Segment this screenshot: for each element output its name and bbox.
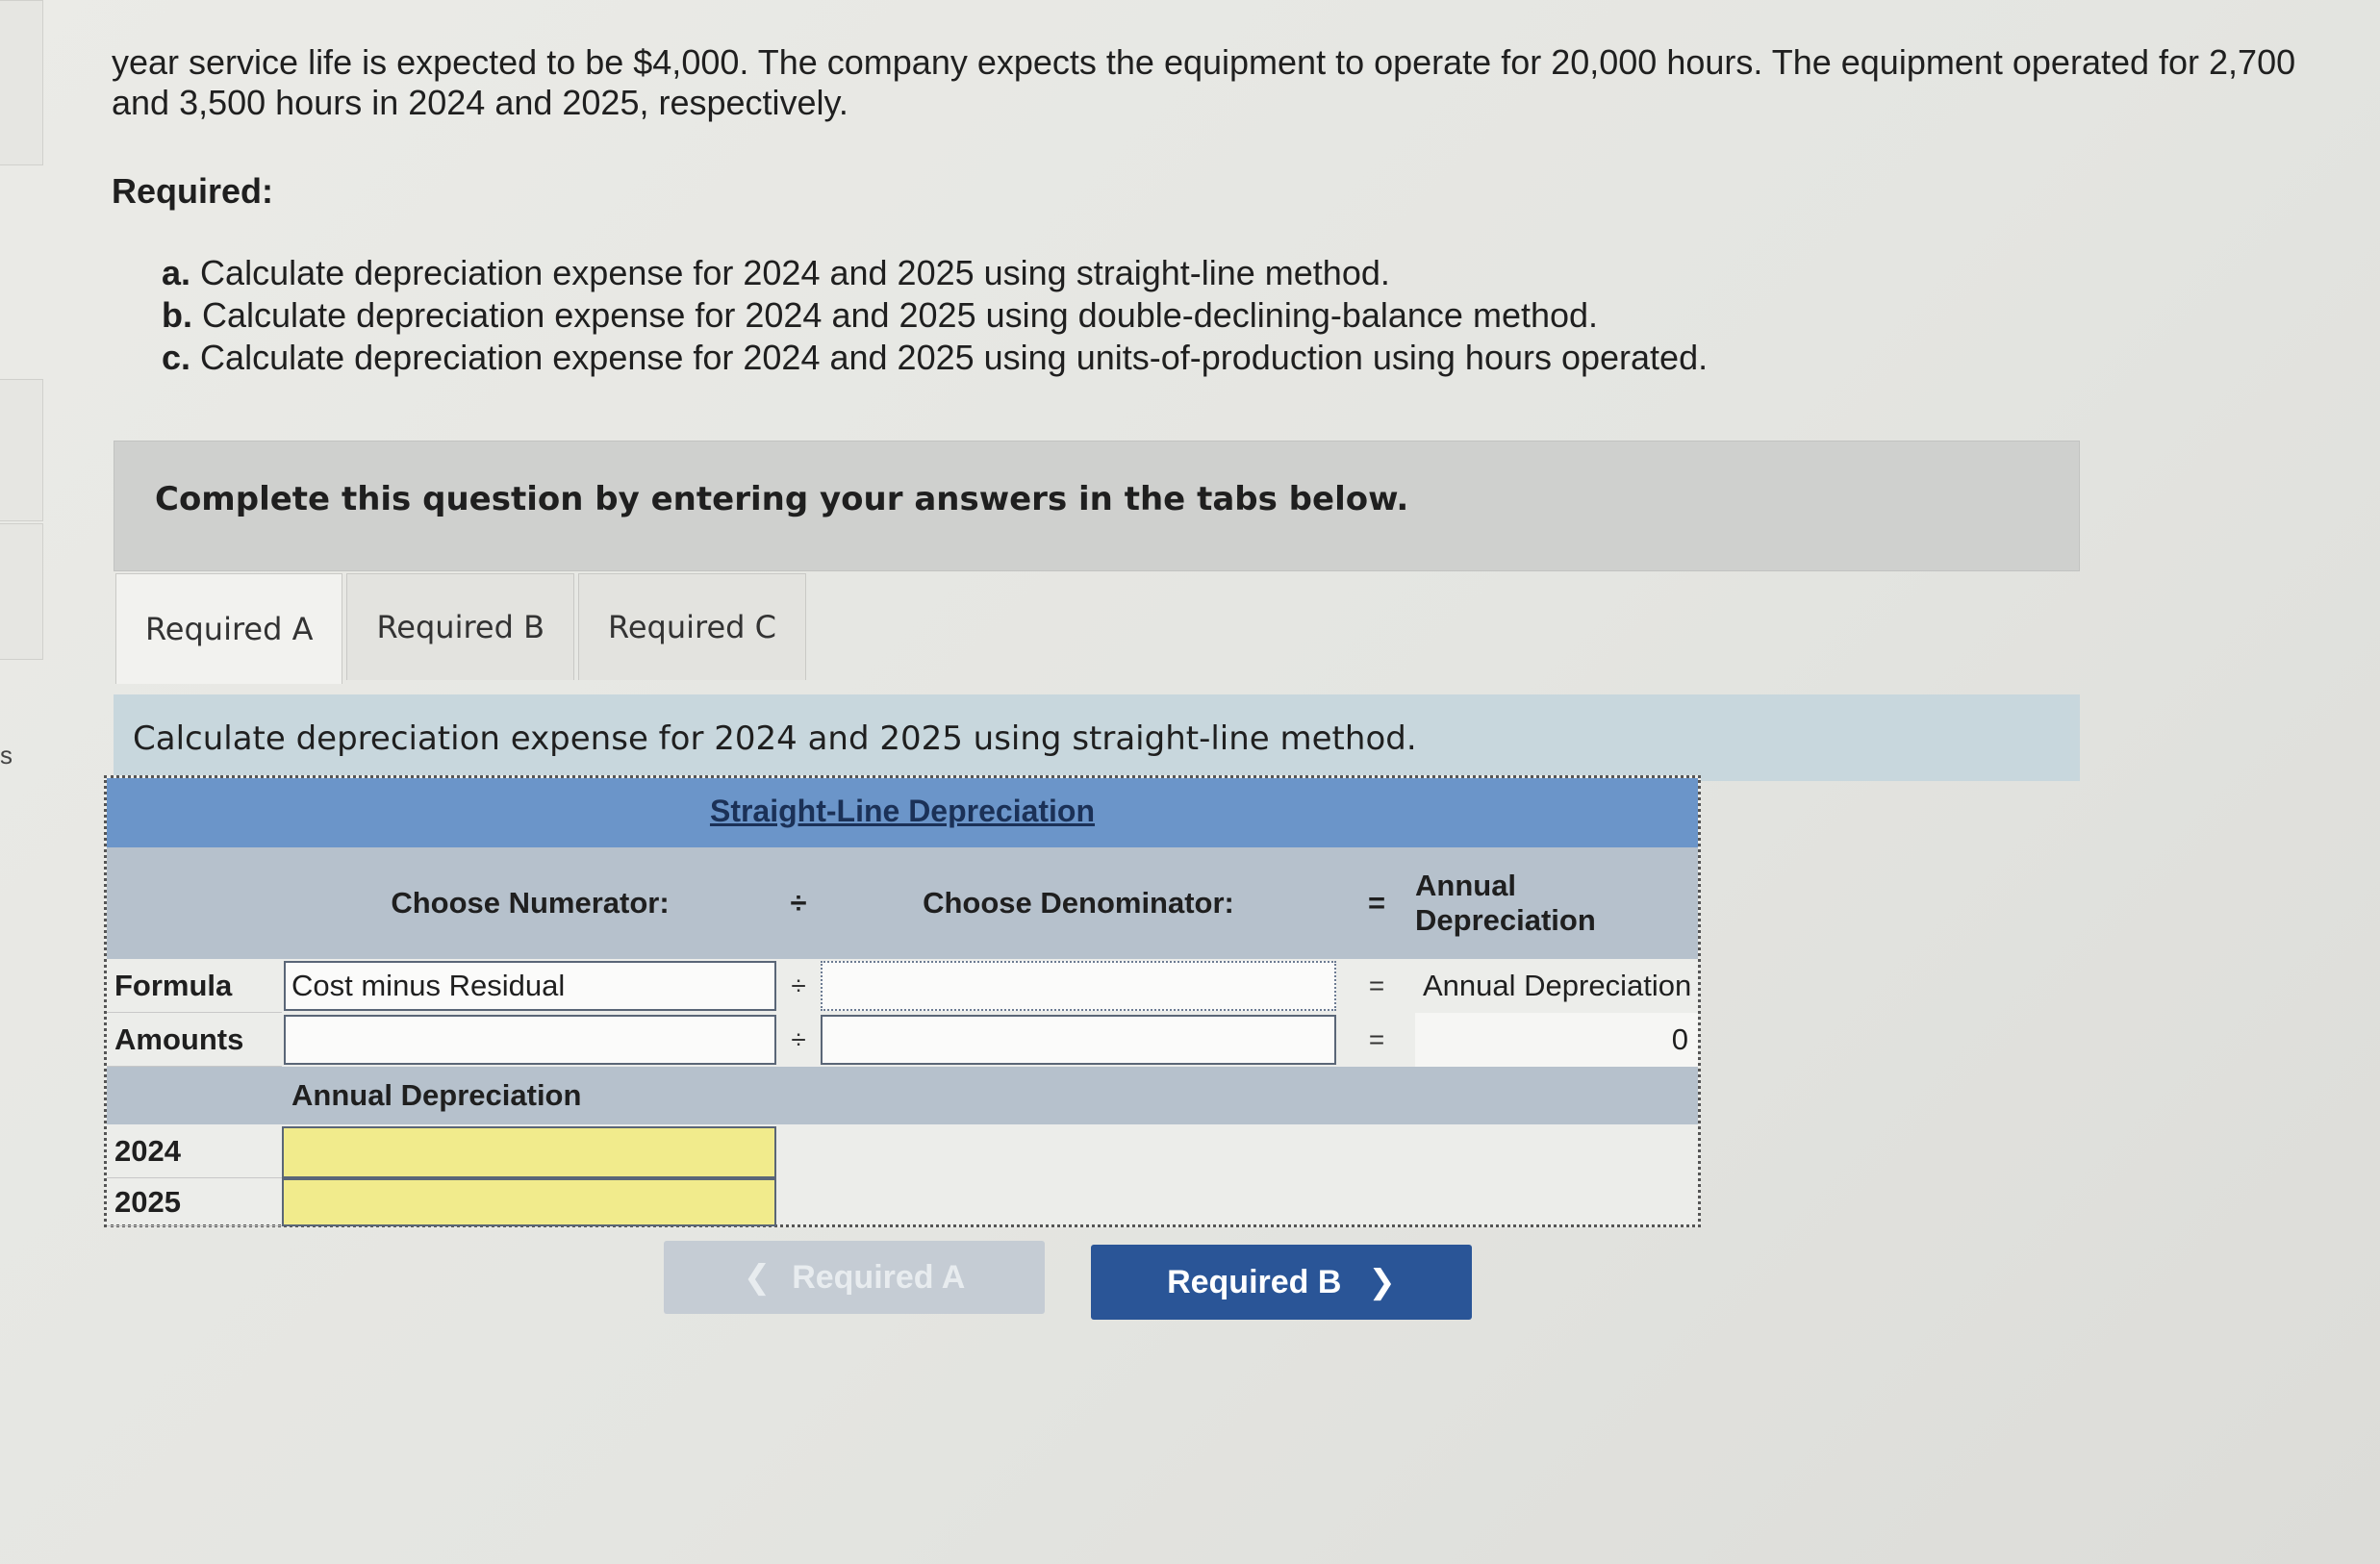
depreciation-2024-input[interactable] <box>282 1126 776 1178</box>
header-numerator: Choose Numerator: <box>282 847 778 959</box>
side-panel-tab <box>0 0 43 165</box>
side-panel-tab <box>0 523 43 660</box>
required-item-c: c. Calculate depreciation expense for 2024 and 2025 using units-of-production using hours operated. <box>162 338 1709 377</box>
row-label-2025: 2025 <box>107 1178 282 1226</box>
required-item-b: b. Calculate depreciation expense for 2024 and 2025 using double-declining-balance method. <box>162 295 1599 335</box>
formula-result-label: Annual Depreciation <box>1423 969 1692 1002</box>
prev-required-a-button[interactable] <box>664 1241 1045 1314</box>
annual-depreciation-amount: 0 <box>1415 1013 1698 1067</box>
problem-text: year service life is expected to be $4,000. The company expects the equipment to operate for 20,000 hours. The equipment operated for 2,700 and 3,500 hours in 2024 and 2025, respectively. <box>112 42 2296 122</box>
task-description: Calculate depreciation expense for 2024 and 2025 using straight-line method. <box>133 719 1417 758</box>
header-equals: = <box>1338 847 1415 959</box>
next-button-label: Required B <box>1167 1263 1342 1300</box>
header-annual-depreciation: Annual Depreciation <box>1415 847 1698 959</box>
equals-sign: = <box>1368 1024 1385 1054</box>
divide-sign: ÷ <box>791 971 806 1000</box>
required-list <box>162 252 1708 379</box>
row-label-amounts: Amounts <box>107 1013 282 1067</box>
instructions-text: Complete this question by entering your answers in the tabs below. <box>155 480 1409 518</box>
denominator-amount-input[interactable] <box>821 1015 1336 1065</box>
task-description-bar <box>114 694 2080 781</box>
annual-depreciation-label: Annual Depreciation <box>291 1078 582 1112</box>
header-blank <box>107 847 282 959</box>
divide-sign: ÷ <box>791 1024 806 1054</box>
instructions-bar <box>114 441 2080 571</box>
required-item-a: a. Calculate depreciation expense for 2024 and 2025 using straight-line method. <box>162 253 1390 292</box>
next-required-b-button[interactable] <box>1091 1245 1472 1320</box>
row-label-2024: 2024 <box>107 1124 282 1178</box>
tab-required-a[interactable]: Required A <box>115 573 342 684</box>
numerator-select[interactable]: Cost minus Residual <box>284 961 776 1011</box>
straight-line-worksheet <box>104 775 1701 1227</box>
required-heading: Required: <box>112 171 274 211</box>
chevron-right-icon: ❯ <box>1368 1264 1396 1300</box>
tab-bar <box>115 573 806 681</box>
worksheet-title: Straight-Line Depreciation <box>709 794 1096 828</box>
tab-required-c[interactable]: Required C <box>578 573 806 680</box>
depreciation-2025-input[interactable] <box>282 1178 776 1226</box>
prev-button-label: Required A <box>792 1258 966 1296</box>
worksheet-title-bar <box>107 778 1698 847</box>
row-label-formula: Formula <box>107 959 282 1013</box>
numerator-amount-input[interactable] <box>284 1015 776 1065</box>
chevron-left-icon: ❮ <box>743 1259 772 1296</box>
denominator-select[interactable] <box>821 961 1336 1011</box>
side-panel-tab <box>0 379 43 521</box>
equals-sign: = <box>1368 971 1385 1000</box>
header-divide: ÷ <box>778 847 819 959</box>
header-denominator: Choose Denominator: <box>819 847 1338 959</box>
side-letter: s <box>0 741 13 769</box>
tab-required-b[interactable]: Required B <box>346 573 574 680</box>
